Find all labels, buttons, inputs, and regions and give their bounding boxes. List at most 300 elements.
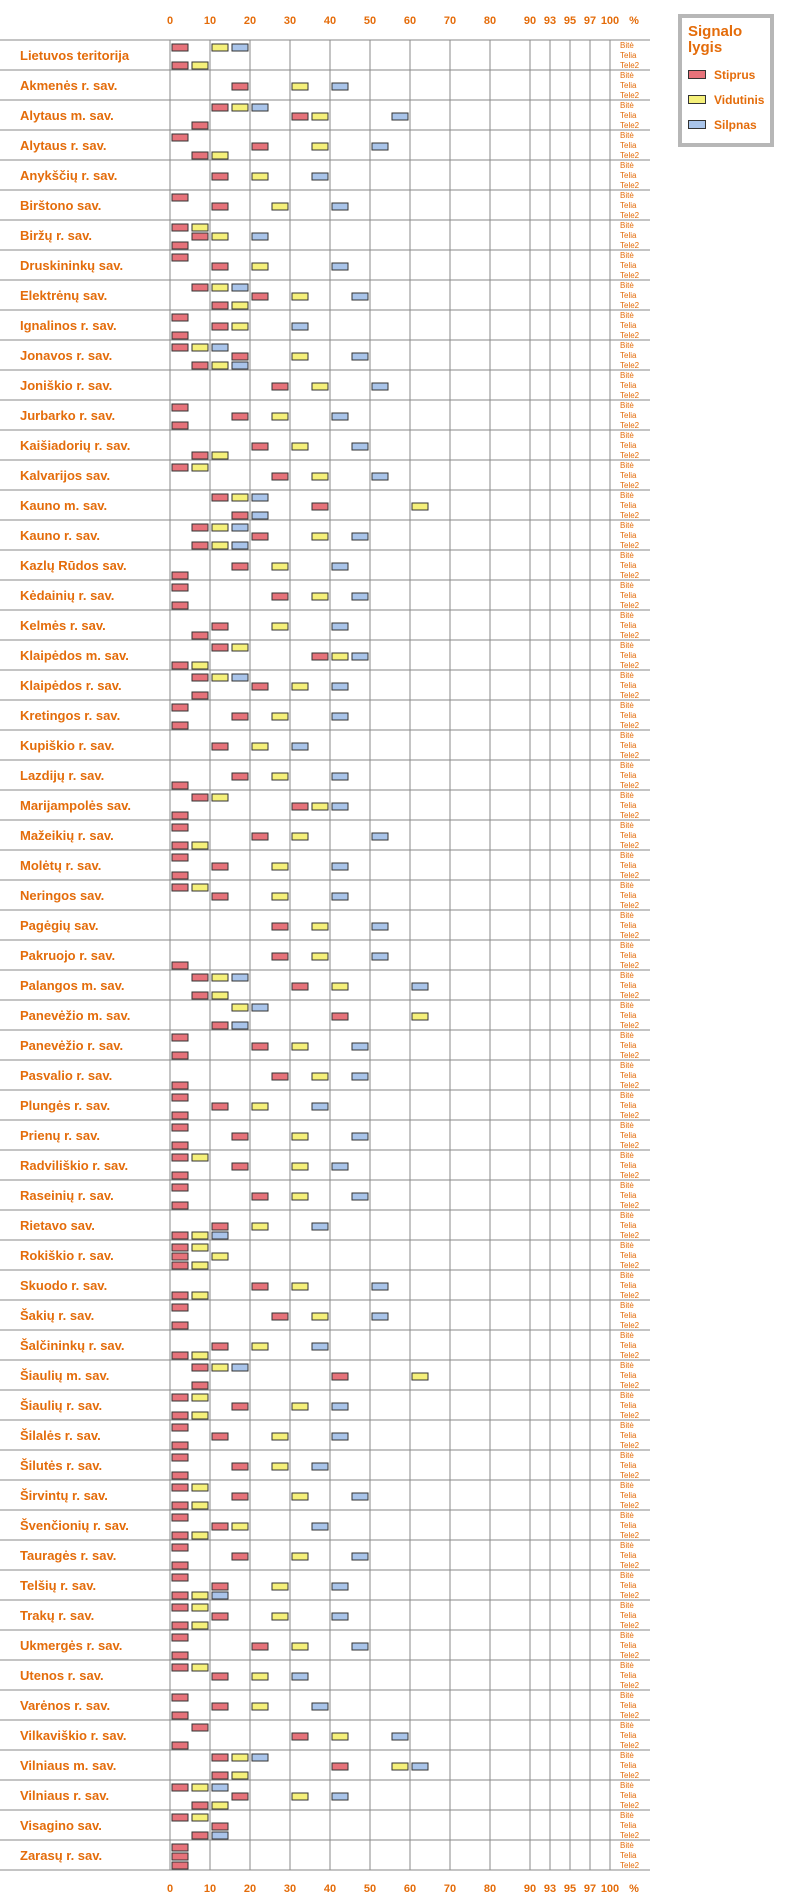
signal-mark-telia — [332, 1583, 348, 1590]
signal-mark-telia — [252, 143, 268, 150]
signal-mark-bite — [192, 524, 208, 531]
signal-mark-tele2 — [172, 62, 188, 69]
municipality-label: Alytaus r. sav. — [20, 138, 107, 153]
signal-mark-bite — [212, 1784, 228, 1791]
signal-mark-telia — [332, 1733, 348, 1740]
signal-mark-bite — [232, 494, 248, 501]
signal-mark-tele2 — [192, 692, 208, 699]
signal-mark-tele2 — [192, 1382, 208, 1389]
axis-tick-label: 95 — [563, 15, 577, 27]
signal-mark-telia — [312, 1103, 328, 1110]
operator-label: Telia — [620, 321, 637, 330]
signal-mark-telia — [232, 353, 248, 360]
signal-mark-telia — [292, 1733, 308, 1740]
signal-mark-telia — [292, 983, 308, 990]
signal-mark-telia — [292, 803, 308, 810]
signal-mark-bite — [232, 1754, 248, 1761]
signal-mark-telia — [272, 383, 288, 390]
signal-mark-tele2 — [172, 962, 188, 969]
operator-label: Telia — [620, 621, 637, 630]
operator-label: Telia — [620, 351, 637, 360]
signal-mark-telia — [312, 923, 328, 930]
signal-mark-telia — [332, 1613, 348, 1620]
operator-label: Bitė — [620, 1751, 634, 1760]
signal-mark-telia — [332, 413, 348, 420]
signal-mark-bite — [192, 1784, 208, 1791]
operator-label: Bitė — [620, 221, 634, 230]
signal-mark-bite — [192, 674, 208, 681]
signal-mark-telia — [332, 263, 348, 270]
signal-mark-tele2 — [172, 422, 188, 429]
signal-mark-telia — [272, 413, 288, 420]
signal-mark-bite — [212, 104, 228, 111]
signal-mark-bite — [252, 1754, 268, 1761]
operator-label: Bitė — [620, 431, 634, 440]
signal-mark-telia — [252, 1673, 268, 1680]
legend-swatch-vidutinis — [688, 95, 706, 104]
operator-label: Bitė — [620, 1571, 634, 1580]
axis-tick-label: 20 — [243, 1883, 257, 1895]
signal-mark-telia — [272, 953, 288, 960]
signal-mark-telia — [272, 863, 288, 870]
municipality-label: Panevėžio r. sav. — [20, 1038, 124, 1053]
operator-label: Tele2 — [620, 961, 640, 970]
legend-label-silpnas: Silpnas — [714, 117, 757, 132]
operator-label: Bitė — [620, 1781, 634, 1790]
signal-mark-tele2 — [212, 1022, 228, 1029]
signal-mark-bite — [212, 1754, 228, 1761]
municipality-label: Prienų r. sav. — [20, 1128, 100, 1143]
municipality-label: Lazdijų r. sav. — [20, 768, 105, 783]
signal-mark-telia — [212, 1523, 228, 1530]
signal-mark-telia — [312, 653, 328, 660]
signal-mark-bite — [172, 224, 188, 231]
signal-mark-telia — [272, 773, 288, 780]
signal-mark-bite — [172, 1124, 188, 1131]
operator-label: Bitė — [620, 1361, 634, 1370]
signal-mark-telia — [372, 953, 388, 960]
signal-mark-telia — [292, 443, 308, 450]
operator-label: Bitė — [620, 1001, 634, 1010]
signal-mark-telia — [272, 623, 288, 630]
signal-mark-telia — [232, 1793, 248, 1800]
operator-label: Tele2 — [620, 1621, 640, 1630]
signal-mark-telia — [292, 1283, 308, 1290]
signal-mark-telia — [292, 113, 308, 120]
operator-label: Bitė — [620, 1451, 634, 1460]
signal-mark-telia — [332, 203, 348, 210]
municipality-label: Klaipėdos r. sav. — [20, 678, 122, 693]
municipality-label: Kelmės r. sav. — [20, 618, 106, 633]
signal-mark-telia — [412, 1373, 428, 1380]
signal-mark-telia — [272, 563, 288, 570]
signal-mark-bite — [172, 584, 188, 591]
operator-label: Tele2 — [620, 1381, 640, 1390]
operator-label: Telia — [620, 1521, 637, 1530]
signal-mark-telia — [332, 1403, 348, 1410]
operator-label: Tele2 — [620, 901, 640, 910]
signal-mark-bite — [192, 1664, 208, 1671]
signal-mark-telia — [292, 1163, 308, 1170]
operator-label: Telia — [620, 501, 637, 510]
operator-label: Bitė — [620, 1541, 634, 1550]
operator-label: Bitė — [620, 1691, 634, 1700]
signal-mark-bite — [172, 1694, 188, 1701]
signal-mark-bite — [172, 1604, 188, 1611]
operator-label: Bitė — [620, 761, 634, 770]
signal-mark-bite — [232, 674, 248, 681]
signal-mark-tele2 — [192, 362, 208, 369]
operator-label: Tele2 — [620, 1531, 640, 1540]
signal-mark-telia — [252, 1223, 268, 1230]
operator-label: Bitė — [620, 1181, 634, 1190]
operator-label: Bitė — [620, 911, 634, 920]
signal-mark-telia — [352, 1193, 368, 1200]
municipality-label: Kaišiadorių r. sav. — [20, 438, 131, 453]
municipality-label: Klaipėdos m. sav. — [20, 648, 129, 663]
operator-label: Bitė — [620, 731, 634, 740]
signal-mark-tele2 — [172, 722, 188, 729]
axis-tick-label: 50 — [363, 15, 377, 27]
operator-label: Tele2 — [620, 151, 640, 160]
signal-mark-tele2 — [192, 122, 208, 129]
signal-mark-telia — [312, 383, 328, 390]
signal-mark-tele2 — [172, 1652, 188, 1659]
operator-label: Tele2 — [620, 271, 640, 280]
operator-label: Telia — [620, 411, 637, 420]
operator-label: Telia — [620, 231, 637, 240]
signal-mark-bite — [172, 1574, 188, 1581]
operator-label: Bitė — [620, 1811, 634, 1820]
signal-mark-tele2 — [212, 452, 228, 459]
signal-mark-telia — [212, 863, 228, 870]
municipality-label: Neringos sav. — [20, 888, 105, 903]
signal-mark-telia — [212, 743, 228, 750]
operator-label: Tele2 — [620, 421, 640, 430]
signal-mark-bite — [172, 1184, 188, 1191]
signal-mark-telia — [252, 1193, 268, 1200]
signal-mark-telia — [232, 323, 248, 330]
operator-label: Bitė — [620, 1331, 634, 1340]
signal-mark-telia — [312, 1073, 328, 1080]
signal-mark-telia — [272, 593, 288, 600]
municipality-label: Telšių r. sav. — [20, 1578, 97, 1593]
signal-mark-bite — [172, 1514, 188, 1521]
signal-mark-bite — [232, 284, 248, 291]
operator-label: Tele2 — [620, 661, 640, 670]
operator-label: Bitė — [620, 1151, 634, 1160]
municipality-label: Plungės r. sav. — [20, 1098, 111, 1113]
signal-mark-tele2 — [172, 1232, 188, 1239]
axis-tick-label: 97 — [583, 15, 597, 27]
operator-label: Telia — [620, 81, 637, 90]
signal-mark-telia — [212, 1433, 228, 1440]
signal-mark-telia — [392, 1733, 408, 1740]
operator-label: Tele2 — [620, 1021, 640, 1030]
operator-label: Telia — [620, 1671, 637, 1680]
operator-label: Tele2 — [620, 1771, 640, 1780]
signal-mark-bite — [172, 854, 188, 861]
signal-mark-tele2 — [172, 1112, 188, 1119]
signal-mark-telia — [412, 1013, 428, 1020]
operator-label: Tele2 — [620, 211, 640, 220]
legend-item-stiprus — [688, 62, 764, 87]
municipality-label: Rietavo sav. — [20, 1218, 95, 1233]
signal-mark-bite — [212, 344, 228, 351]
signal-mark-telia — [252, 443, 268, 450]
signal-mark-tele2 — [172, 842, 188, 849]
signal-mark-telia — [292, 1643, 308, 1650]
operator-label: Telia — [620, 1221, 637, 1230]
operator-label: Bitė — [620, 1091, 634, 1100]
operator-label: Telia — [620, 651, 637, 660]
operator-label: Telia — [620, 1131, 637, 1140]
operator-label: Telia — [620, 1581, 637, 1590]
operator-label: Telia — [620, 171, 637, 180]
operator-label: Bitė — [620, 1061, 634, 1070]
operator-label: Bitė — [620, 1391, 634, 1400]
signal-mark-telia — [312, 143, 328, 150]
signal-mark-telia — [212, 323, 228, 330]
operator-label: Telia — [620, 291, 637, 300]
signal-mark-telia — [212, 1613, 228, 1620]
municipality-label: Mažeikių r. sav. — [20, 828, 114, 843]
signal-mark-bite — [192, 974, 208, 981]
municipality-label: Šalčininkų r. sav. — [20, 1338, 125, 1353]
signal-mark-tele2 — [212, 1232, 228, 1239]
municipality-label: Palangos m. sav. — [20, 978, 125, 993]
municipality-label: Akmenės r. sav. — [20, 78, 118, 93]
signal-mark-bite — [232, 974, 248, 981]
municipality-label: Birštono sav. — [20, 198, 102, 213]
axis-tick-label: 30 — [283, 1883, 297, 1895]
signal-mark-tele2 — [212, 1832, 228, 1839]
municipality-label: Lietuvos teritorija — [20, 48, 130, 63]
municipality-label: Varėnos r. sav. — [20, 1698, 111, 1713]
signal-mark-tele2 — [192, 1262, 208, 1269]
municipality-label: Kazlų Rūdos sav. — [20, 558, 127, 573]
signal-mark-tele2 — [172, 1202, 188, 1209]
signal-mark-telia — [252, 533, 268, 540]
signal-mark-telia — [172, 1853, 188, 1860]
signal-mark-telia — [332, 653, 348, 660]
signal-mark-tele2 — [192, 62, 208, 69]
municipality-label: Šakių r. sav. — [20, 1308, 95, 1323]
operator-label: Bitė — [620, 41, 634, 50]
axis-tick-label: 60 — [403, 1883, 417, 1895]
municipality-label: Panevėžio m. sav. — [20, 1008, 131, 1023]
operator-label: Tele2 — [620, 1171, 640, 1180]
signal-mark-telia — [212, 233, 228, 240]
municipality-label: Kretingos r. sav. — [20, 708, 121, 723]
signal-mark-tele2 — [212, 152, 228, 159]
municipality-label: Raseinių r. sav. — [20, 1188, 114, 1203]
signal-mark-tele2 — [192, 1592, 208, 1599]
operator-label: Tele2 — [620, 1441, 640, 1450]
operator-label: Telia — [620, 381, 637, 390]
operator-label: Tele2 — [620, 1651, 640, 1660]
signal-mark-tele2 — [172, 1082, 188, 1089]
operator-label: Tele2 — [620, 751, 640, 760]
operator-label: Tele2 — [620, 1261, 640, 1270]
signal-mark-bite — [172, 1424, 188, 1431]
operator-label: Telia — [620, 831, 637, 840]
operator-label: Telia — [620, 1491, 637, 1500]
municipality-label: Elektrėnų sav. — [20, 288, 108, 303]
signal-mark-tele2 — [172, 572, 188, 579]
signal-mark-bite — [192, 1394, 208, 1401]
signal-mark-bite — [192, 284, 208, 291]
operator-label: Tele2 — [620, 721, 640, 730]
operator-label: Bitė — [620, 701, 634, 710]
signal-mark-tele2 — [172, 1442, 188, 1449]
signal-mark-telia — [312, 1313, 328, 1320]
signal-mark-bite — [172, 884, 188, 891]
signal-mark-bite — [232, 644, 248, 651]
operator-label: Bitė — [620, 281, 634, 290]
signal-mark-tele2 — [172, 1322, 188, 1329]
signal-mark-tele2 — [172, 1052, 188, 1059]
signal-mark-bite — [192, 1724, 208, 1731]
signal-mark-tele2 — [172, 782, 188, 789]
operator-label: Bitė — [620, 461, 634, 470]
signal-mark-tele2 — [192, 542, 208, 549]
operator-label: Telia — [620, 1431, 637, 1440]
signal-mark-tele2 — [192, 1802, 208, 1809]
signal-mark-tele2 — [232, 362, 248, 369]
operator-label: Tele2 — [620, 841, 640, 850]
signal-mark-telia — [292, 1673, 308, 1680]
operator-label: Tele2 — [620, 61, 640, 70]
municipality-label: Joniškio r. sav. — [20, 378, 113, 393]
operator-label: Bitė — [620, 1631, 634, 1640]
axis-unit-label: % — [629, 15, 639, 27]
signal-mark-telia — [192, 233, 208, 240]
signal-mark-tele2 — [172, 1592, 188, 1599]
operator-label: Bitė — [620, 1301, 634, 1310]
signal-mark-telia — [352, 1493, 368, 1500]
signal-mark-telia — [372, 1283, 388, 1290]
axis-tick-label: 80 — [483, 1883, 497, 1895]
signal-mark-bite — [172, 1814, 188, 1821]
municipality-label: Utenos r. sav. — [20, 1668, 104, 1683]
signal-mark-tele2 — [192, 992, 208, 999]
axis-tick-label: 10 — [203, 1883, 217, 1895]
axis-tick-label: 80 — [483, 15, 497, 27]
operator-label: Tele2 — [620, 91, 640, 100]
operator-label: Telia — [620, 951, 637, 960]
signal-mark-bite — [212, 494, 228, 501]
axis-tick-label: 93 — [543, 1883, 557, 1895]
operator-label: Tele2 — [620, 121, 640, 130]
signal-mark-telia — [272, 1073, 288, 1080]
signal-mark-bite — [192, 1364, 208, 1371]
operator-label: Tele2 — [620, 871, 640, 880]
signal-mark-tele2 — [172, 1862, 188, 1869]
signal-mark-telia — [412, 1763, 428, 1770]
signal-mark-bite — [172, 254, 188, 261]
signal-mark-telia — [352, 443, 368, 450]
operator-label: Telia — [620, 1371, 637, 1380]
operator-label: Telia — [620, 441, 637, 450]
signal-mark-tele2 — [192, 452, 208, 459]
signal-mark-telia — [332, 713, 348, 720]
legend-label-vidutinis: Vidutinis — [714, 92, 765, 107]
signal-mark-telia — [412, 983, 428, 990]
signal-mark-tele2 — [172, 1502, 188, 1509]
signal-mark-tele2 — [172, 242, 188, 249]
signal-mark-telia — [252, 1343, 268, 1350]
operator-label: Tele2 — [620, 1081, 640, 1090]
operator-label: Telia — [620, 591, 637, 600]
operator-label: Bitė — [620, 161, 634, 170]
operator-label: Tele2 — [620, 241, 640, 250]
operator-label: Tele2 — [620, 1801, 640, 1810]
axis-tick-label: 60 — [403, 15, 417, 27]
signal-mark-tele2 — [212, 1592, 228, 1599]
operator-label: Tele2 — [620, 571, 640, 580]
signal-mark-telia — [272, 713, 288, 720]
operator-label: Telia — [620, 1461, 637, 1470]
operator-label: Tele2 — [620, 1471, 640, 1480]
operator-label: Bitė — [620, 671, 634, 680]
signal-mark-telia — [172, 1253, 188, 1260]
operator-label: Telia — [620, 981, 637, 990]
signal-mark-telia — [332, 1793, 348, 1800]
operator-label: Bitė — [620, 971, 634, 980]
operator-label: Tele2 — [620, 361, 640, 370]
signal-mark-telia — [292, 293, 308, 300]
signal-mark-telia — [312, 113, 328, 120]
signal-mark-tele2 — [212, 302, 228, 309]
operator-label: Bitė — [620, 1031, 634, 1040]
signal-mark-bite — [212, 1364, 228, 1371]
signal-mark-tele2 — [212, 992, 228, 999]
operator-label: Telia — [620, 531, 637, 540]
municipality-label: Marijampolės sav. — [20, 798, 132, 813]
signal-mark-bite — [252, 494, 268, 501]
signal-mark-telia — [392, 1763, 408, 1770]
operator-label: Tele2 — [620, 541, 640, 550]
signal-mark-telia — [352, 593, 368, 600]
axis-tick-label: 70 — [443, 1883, 457, 1895]
signal-mark-bite — [172, 1784, 188, 1791]
signal-mark-telia — [272, 923, 288, 930]
signal-mark-bite — [192, 794, 208, 801]
signal-mark-telia — [292, 353, 308, 360]
operator-label: Tele2 — [620, 631, 640, 640]
operator-label: Telia — [620, 1071, 637, 1080]
signal-mark-telia — [232, 1553, 248, 1560]
signal-mark-tele2 — [172, 1172, 188, 1179]
operator-label: Telia — [620, 891, 637, 900]
axis-tick-label: 90 — [523, 1883, 537, 1895]
operator-label: Tele2 — [620, 1501, 640, 1510]
municipality-label: Molėtų r. sav. — [20, 858, 102, 873]
signal-mark-tele2 — [232, 512, 248, 519]
operator-label: Bitė — [620, 341, 634, 350]
axis-tick-label: 0 — [166, 15, 174, 27]
signal-mark-tele2 — [232, 1022, 248, 1029]
operator-label: Bitė — [620, 941, 634, 950]
signal-mark-tele2 — [212, 1772, 228, 1779]
signal-mark-telia — [272, 1433, 288, 1440]
operator-label: Telia — [620, 1341, 637, 1350]
municipality-label: Jurbarko r. sav. — [20, 408, 116, 423]
municipality-label: Skuodo r. sav. — [20, 1278, 108, 1293]
signal-mark-bite — [172, 1664, 188, 1671]
operator-label: Bitė — [620, 251, 634, 260]
